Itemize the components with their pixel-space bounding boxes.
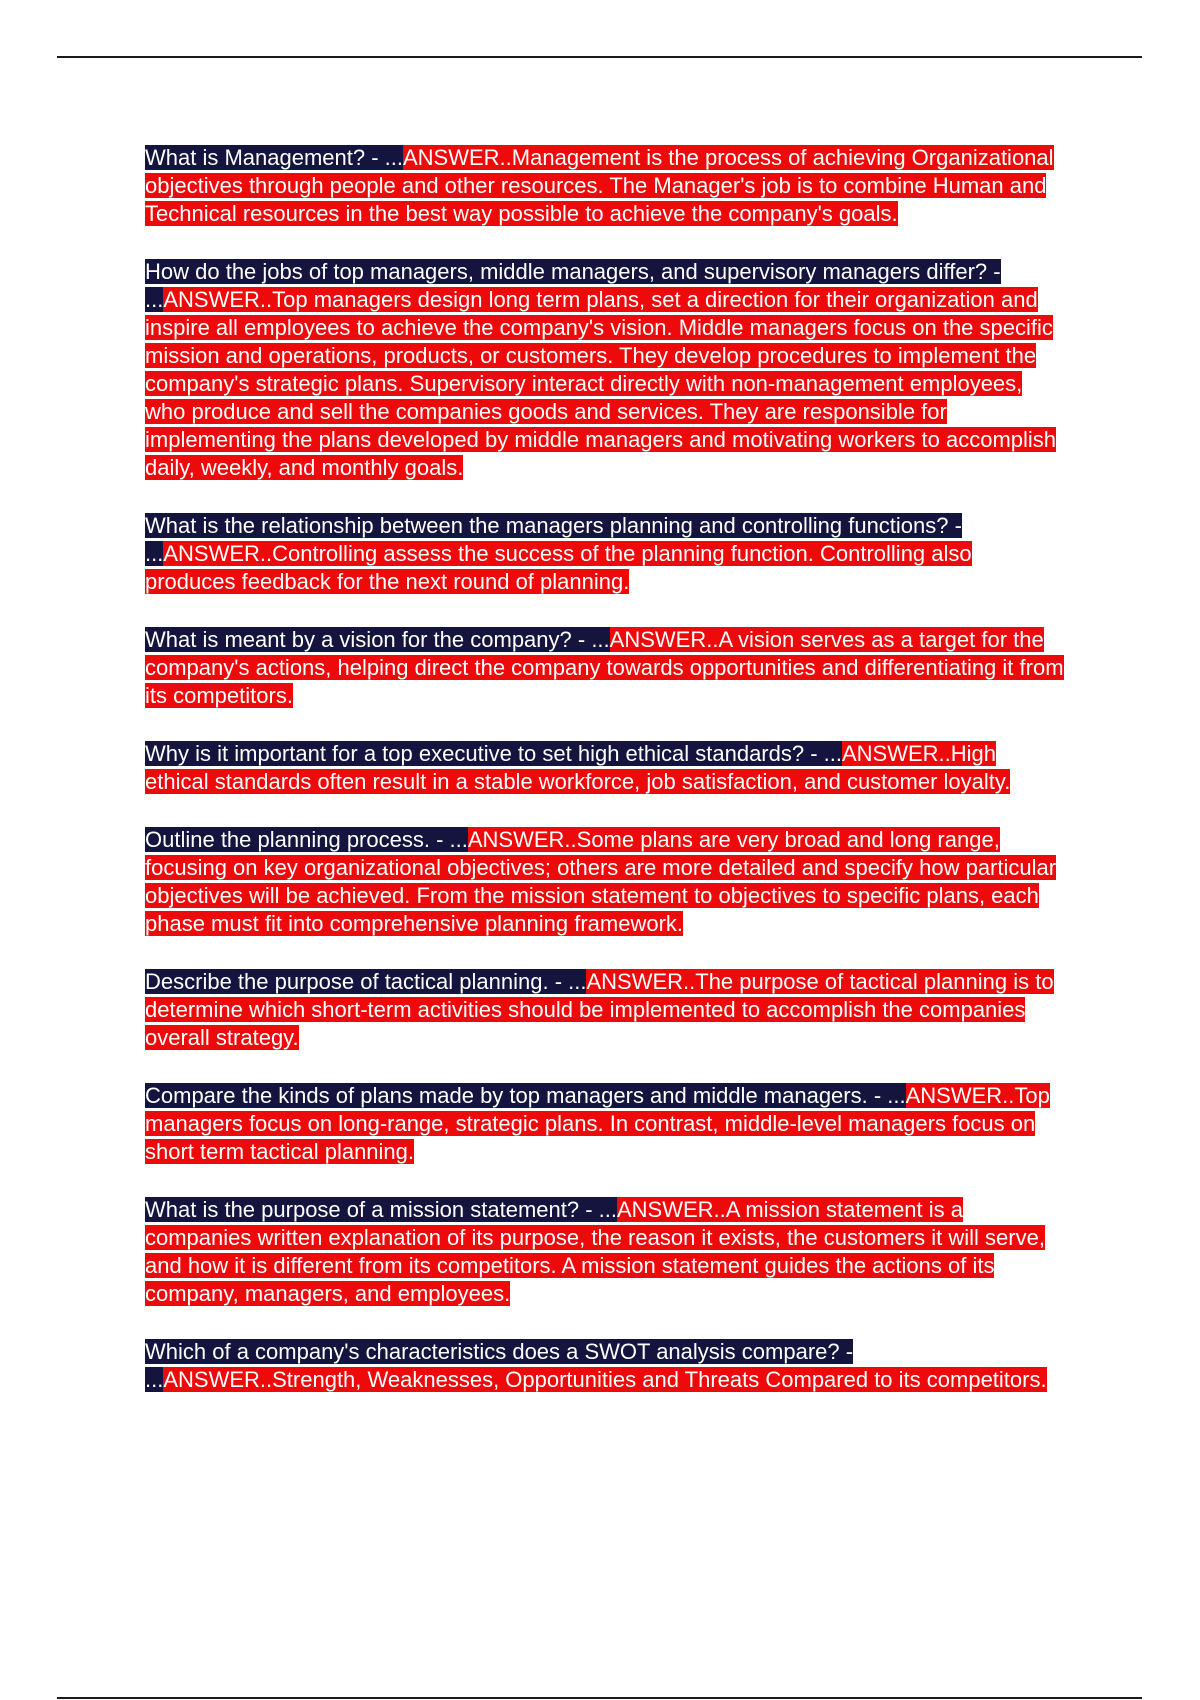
qa-item (145, 512, 1065, 596)
qa-item (145, 968, 1065, 1052)
qa-list (145, 144, 1065, 1424)
answer-text: ANSWER..A vision serves as a target for the company's actions, helping direct the company towards opportunities and differentiating it from its competitors. (145, 627, 1064, 708)
qa-item (145, 626, 1065, 710)
answer-text: ANSWER..Management is the process of achieving Organizational objectives through people and other resources. The Manager's job is to combine Human and Technical resources in the best way possible to achieve the company's goals. (145, 145, 1054, 226)
qa-item (145, 1338, 1065, 1394)
question-text: What is the relationship between the managers planning and controlling functions? - ... (145, 513, 962, 566)
question-text: What is Management? - ... (145, 145, 403, 170)
question-text: What is the purpose of a mission statement? - ... (145, 1197, 617, 1222)
answer-text: ANSWER..Top managers design long term plans, set a direction for their organization and inspire all employees to achieve the company's vision. Middle managers focus on the specific mission and operations, products, or customers. They develop procedures to implement the company's strategic plans. Supervisory interact directly with non-management employees, who produce and sell the companies goods and services. They are responsible for implementing the plans developed by middle managers and motivating workers to accomplish daily, weekly, and monthly goals. (145, 287, 1057, 480)
qa-item (145, 740, 1065, 796)
answer-text: ANSWER..High ethical standards often result in a stable workforce, job satisfaction, and customer loyalty. (145, 741, 1011, 794)
qa-item (145, 1082, 1065, 1166)
question-text: Describe the purpose of tactical planning. - ... (145, 969, 587, 994)
answer-text: ANSWER..A mission statement is a companies written explanation of its purpose, the reason it exists, the customers it will serve, and how it is different from its competitors. A mission statement guides the actions of its company, managers, and employees. (145, 1197, 1045, 1306)
footer-rule (57, 1697, 1142, 1699)
question-text: What is meant by a vision for the company? - ... (145, 627, 610, 652)
qa-item (145, 1196, 1065, 1308)
header-rule (57, 56, 1142, 58)
qa-item (145, 826, 1065, 938)
qa-item (145, 144, 1065, 228)
answer-text: ANSWER..Some plans are very broad and long range, focusing on key organizational objectives; others are more detailed and specify how particular objectives will be achieved. From the mission statement to objectives to specific plans, each phase must fit into comprehensive planning framework. (145, 827, 1057, 936)
answer-text: ANSWER..Strength, Weaknesses, Opportunities and Threats Compared to its competitors. (163, 1367, 1047, 1392)
answer-text: ANSWER..Top managers focus on long-range, strategic plans. In contrast, middle-level managers focus on short term tactical planning. (145, 1083, 1050, 1164)
question-text: Why is it important for a top executive to set high ethical standards? - ... (145, 741, 842, 766)
question-text: Which of a company's characteristics does a SWOT analysis compare? - ... (145, 1339, 854, 1392)
answer-text: ANSWER..The purpose of tactical planning is to determine which short-term activities should be implemented to accomplish the companies overall strategy. (145, 969, 1054, 1050)
question-text: Compare the kinds of plans made by top managers and middle managers. - ... (145, 1083, 906, 1108)
question-text: Outline the planning process. - ... (145, 827, 468, 852)
question-text: How do the jobs of top managers, middle managers, and supervisory managers differ? - ... (145, 259, 1001, 312)
qa-item (145, 258, 1065, 482)
answer-text: ANSWER..Controlling assess the success of the planning function. Controlling also produces feedback for the next round of planning. (145, 541, 972, 594)
